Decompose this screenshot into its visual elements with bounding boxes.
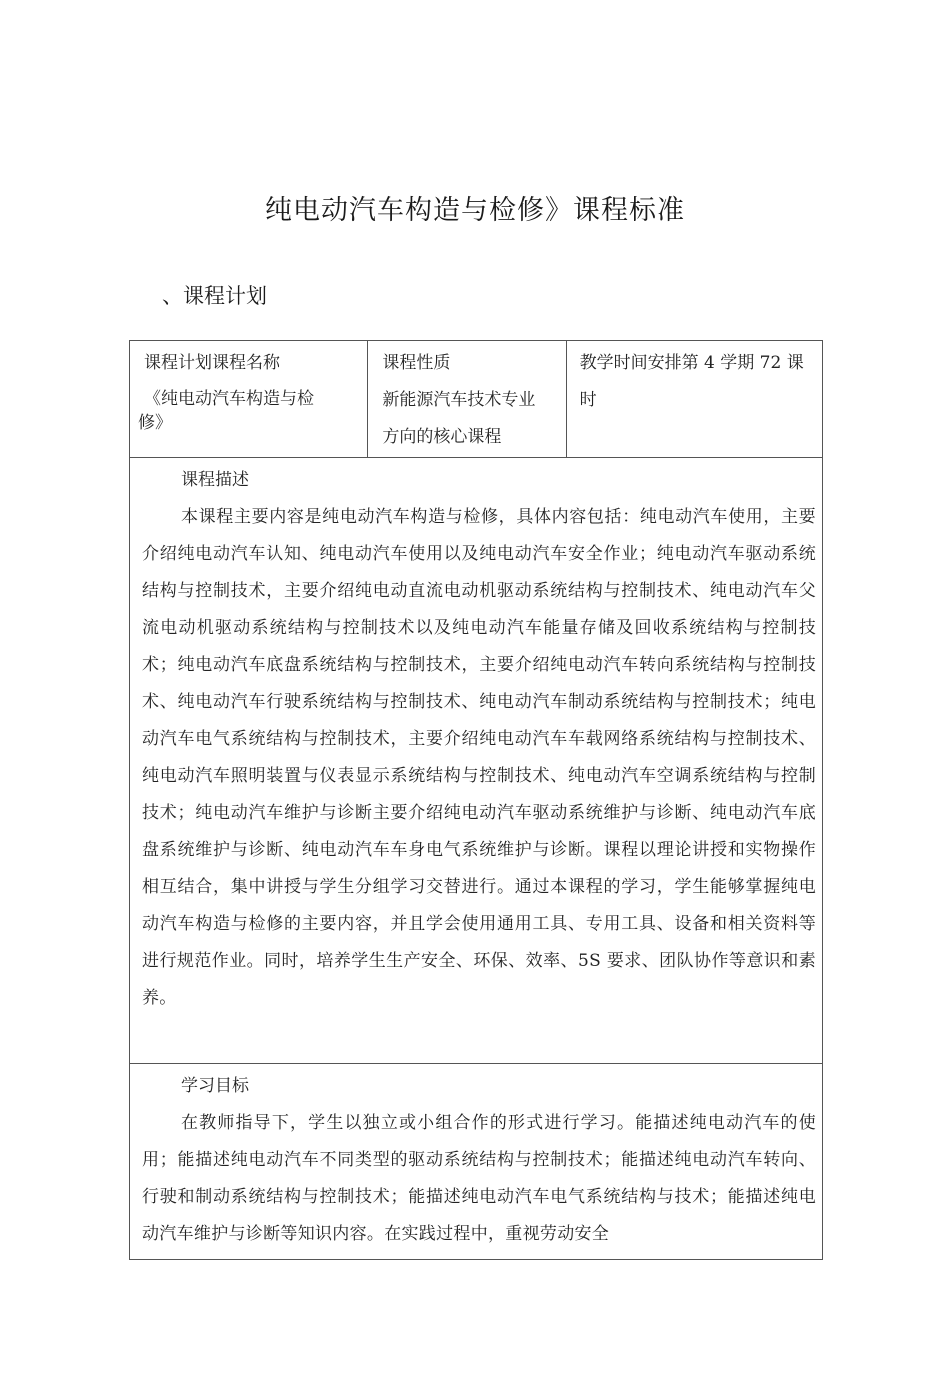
page-title: 纯电动汽车构造与检修》课程标准 [265, 195, 685, 226]
course-nature-value-line2: 方向的核心课程 [382, 427, 502, 447]
schedule-cell [566, 341, 822, 458]
description-heading: 课程描述 [181, 470, 249, 490]
objectives-heading: 学习目标 [181, 1076, 249, 1096]
section-heading: 、课程计划 [162, 284, 267, 308]
course-nature-value-line1: 新能源汽车技术专业 [382, 390, 536, 410]
course-description-cell [130, 458, 823, 1064]
course-nature-label: 课程性质 [382, 353, 451, 373]
course-name-value-line1: 《纯电动汽车构造与检 [144, 389, 314, 409]
course-name-value-line2: 修》 [138, 413, 172, 433]
table-row [130, 1064, 823, 1260]
schedule-line2: 时 [579, 390, 597, 410]
objectives-body: 在教师指导下，学生以独立或小组合作的形式进行学习。能描述纯电动汽车的使用；能描述纯电动汽车不同类型的驱动系统结构与控制技术；能描述纯电动汽车转向、行驶和制动系统结构与控制技术；能描述纯电动汽车电气系统结构与技术；能描述纯电动汽车维护与诊断等知识内容。在实践过程中，重视劳动安全 [142, 1113, 816, 1244]
learning-objectives-cell [130, 1064, 823, 1260]
course-name-cell [130, 341, 368, 458]
table-row [130, 341, 823, 458]
description-body: 本课程主要内容是纯电动汽车构造与检修，具体内容包括：纯电动汽车使用，主要介绍纯电动汽车认知、纯电动汽车使用以及纯电动汽车安全作业；纯电动汽车驱动系统结构与控制技术，主要介绍纯电动直流电动机驱动系统结构与控制技术、纯电动汽车父流电动机驱动系统结构与控制技术以及纯电动汽车能量存储及回收系统结构与控制技术；纯电动汽车底盘系统结构与控制技术，主要介绍纯电动汽车转向系统结构与控制技术、纯电动汽车行驶系统结构与控制技术、纯电动汽车制动系统结构与控制技术；纯电动汽车电气系统结构与控制技术，主要介绍纯电动汽车车载网络系统结构与控制技术、纯电动汽车照明装置与仪表显示系统结构与控制技术、纯电动汽车空调系统结构与控制技术；纯电动汽车维护与诊断主要介绍纯电动汽车驱动系统维护与诊断、纯电动汽车底盘系统维护与诊断、纯电动汽车车身电气系统维护与诊断。课程以理论讲授和实物操作相互结合，集中讲授与学生分组学习交替进行。通过本课程的学习，学生能够掌握纯电动汽车构造与检修的主要内容，并且学会使用通用工具、专用工具、设备和相关资料等进行规范作业。同时，培养学生生产安全、环保、效率、5S 要求、团队协作等意识和素养。 [142, 507, 816, 1008]
course-plan-table [129, 340, 823, 1260]
table-row [130, 458, 823, 1064]
schedule-line1: 教学时间安排第 4 学期 72 课 [579, 353, 804, 373]
course-name-label: 课程计划课程名称 [144, 353, 280, 373]
course-nature-cell [368, 341, 566, 458]
